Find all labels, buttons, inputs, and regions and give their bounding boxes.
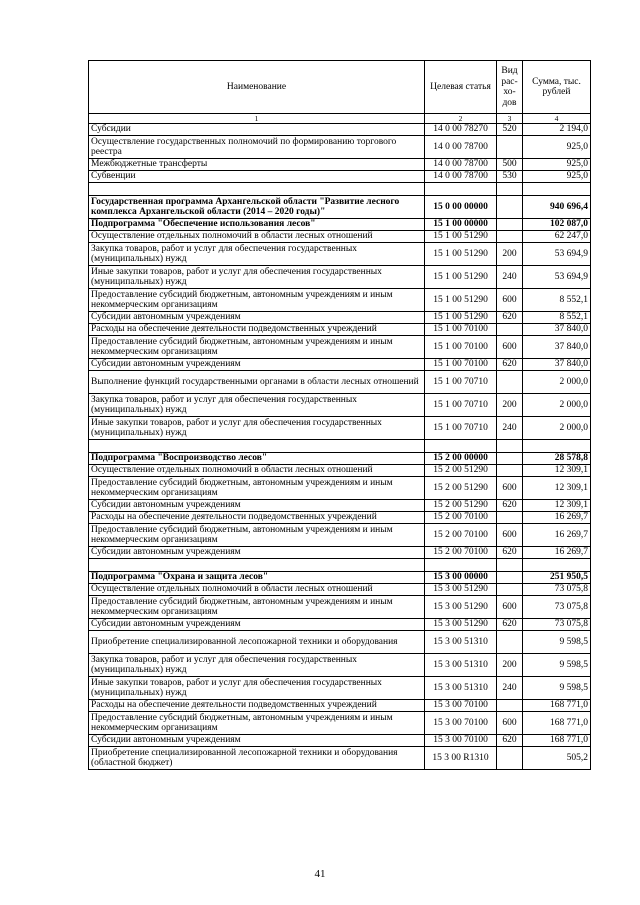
row-name-cell: Подпрограмма "Охрана и защита лесов" (89, 572, 425, 584)
row-sum-cell: 73 075,8 (523, 596, 591, 619)
row-name-cell: Осуществление государственных полномочий по формированию торгового реестра (89, 136, 425, 159)
table-row (89, 584, 591, 596)
row-type-cell: 620 (497, 619, 523, 631)
row-name-cell: Осуществление отдельных полномочий в области лесных отношений (89, 465, 425, 477)
row-name-cell: Предоставление субсидий бюджетным, автономным учреждениям и иным некоммерческим организациям (89, 336, 425, 359)
row-code-cell: 15 2 00 51290 (425, 500, 497, 512)
table-row (89, 453, 591, 465)
row-sum-cell: 16 269,7 (523, 512, 591, 524)
table-row (89, 747, 591, 770)
row-name-cell: Предоставление субсидий бюджетным, автономным учреждениям и иным некоммерческим организациям (89, 524, 425, 547)
empty-cell (425, 559, 497, 572)
row-type-cell (497, 700, 523, 712)
row-sum-cell: 925,0 (523, 171, 591, 183)
row-name-cell: Субсидии (89, 124, 425, 136)
row-sum-cell: 505,2 (523, 747, 591, 770)
row-code-cell: 15 3 00 51290 (425, 596, 497, 619)
row-code-cell: 15 1 00 70710 (425, 417, 497, 440)
row-code-cell: 15 1 00 70100 (425, 359, 497, 371)
row-name-cell: Иные закупки товаров, работ и услуг для обеспечения государственных (муниципальных) нужд (89, 677, 425, 700)
row-code-cell: 15 3 00 51310 (425, 654, 497, 677)
row-code-cell: 15 1 00 51290 (425, 231, 497, 243)
table-row (89, 312, 591, 324)
row-name-cell: Субсидии автономным учреждениям (89, 735, 425, 747)
table-row (89, 336, 591, 359)
row-type-cell: 240 (497, 266, 523, 289)
table-row (89, 619, 591, 631)
row-code-cell: 15 3 00 70100 (425, 735, 497, 747)
row-code-cell: 15 3 00 51290 (425, 619, 497, 631)
row-type-cell: 600 (497, 336, 523, 359)
row-code-cell: 14 0 00 78270 (425, 124, 497, 136)
row-sum-cell: 37 840,0 (523, 359, 591, 371)
table-row (89, 547, 591, 559)
row-type-cell: 620 (497, 500, 523, 512)
row-type-cell: 620 (497, 735, 523, 747)
row-name-cell: Субсидии автономным учреждениям (89, 359, 425, 371)
row-type-cell: 520 (497, 124, 523, 136)
row-type-cell (497, 136, 523, 159)
row-code-cell: 15 1 00 51290 (425, 266, 497, 289)
spacer-row (89, 559, 591, 572)
row-sum-cell: 2 000,0 (523, 394, 591, 417)
row-sum-cell: 8 552,1 (523, 289, 591, 312)
row-sum-cell: 53 694,9 (523, 243, 591, 266)
header-name: Наименование (89, 61, 425, 114)
table-row (89, 654, 591, 677)
row-type-cell: 500 (497, 159, 523, 171)
table-row (89, 512, 591, 524)
row-sum-cell: 62 247,0 (523, 231, 591, 243)
row-sum-cell: 73 075,8 (523, 619, 591, 631)
row-sum-cell: 28 578,8 (523, 453, 591, 465)
table-row (89, 289, 591, 312)
row-name-cell: Предоставление субсидий бюджетным, автономным учреждениям и иным некоммерческим организациям (89, 477, 425, 500)
row-name-cell: Расходы на обеспечение деятельности подведомственных учреждений (89, 324, 425, 336)
row-type-cell: 530 (497, 171, 523, 183)
row-code-cell: 15 1 00 70100 (425, 324, 497, 336)
row-code-cell: 15 2 00 51290 (425, 477, 497, 500)
row-name-cell: Межбюджетные трансферты (89, 159, 425, 171)
table-row (89, 124, 591, 136)
table-row (89, 266, 591, 289)
row-sum-cell: 12 309,1 (523, 465, 591, 477)
row-name-cell: Приобретение специализированной лесопожарной техники и оборудования (областной бюджет) (89, 747, 425, 770)
row-type-cell (497, 371, 523, 394)
row-type-cell (497, 572, 523, 584)
row-type-cell: 600 (497, 712, 523, 735)
row-code-cell: 15 3 00 51290 (425, 584, 497, 596)
table-row (89, 219, 591, 231)
row-sum-cell: 9 598,5 (523, 677, 591, 700)
row-name-cell: Субсидии автономным учреждениям (89, 619, 425, 631)
row-code-cell: 15 3 00 00000 (425, 572, 497, 584)
table-row (89, 712, 591, 735)
row-type-cell: 600 (497, 289, 523, 312)
row-code-cell: 15 1 00 51290 (425, 312, 497, 324)
row-code-cell: 15 2 00 51290 (425, 465, 497, 477)
row-sum-cell: 53 694,9 (523, 266, 591, 289)
row-sum-cell: 16 269,7 (523, 547, 591, 559)
row-code-cell: 15 1 00 70710 (425, 394, 497, 417)
row-code-cell: 15 1 00 51290 (425, 243, 497, 266)
table-row (89, 524, 591, 547)
row-type-cell (497, 219, 523, 231)
row-code-cell: 15 0 00 00000 (425, 196, 497, 219)
row-name-cell: Субсидии автономным учреждениям (89, 312, 425, 324)
column-number: 3 (497, 114, 523, 124)
row-type-cell: 620 (497, 359, 523, 371)
row-type-cell: 600 (497, 596, 523, 619)
row-sum-cell: 168 771,0 (523, 735, 591, 747)
row-sum-cell: 37 840,0 (523, 336, 591, 359)
row-sum-cell: 925,0 (523, 159, 591, 171)
table-row (89, 500, 591, 512)
row-code-cell: 15 1 00 70710 (425, 371, 497, 394)
table-row (89, 572, 591, 584)
row-code-cell: 15 2 00 70100 (425, 547, 497, 559)
table-row (89, 677, 591, 700)
row-code-cell: 15 2 00 70100 (425, 512, 497, 524)
row-code-cell: 14 0 00 78700 (425, 171, 497, 183)
row-name-cell: Предоставление субсидий бюджетным, автономным учреждениям и иным некоммерческим организациям (89, 289, 425, 312)
table-row (89, 465, 591, 477)
row-name-cell: Закупка товаров, работ и услуг для обеспечения государственных (муниципальных) нужд (89, 654, 425, 677)
row-type-cell (497, 465, 523, 477)
row-sum-cell: 940 696,4 (523, 196, 591, 219)
row-code-cell: 15 3 00 R1310 (425, 747, 497, 770)
row-name-cell: Подпрограмма "Воспроизводство лесов" (89, 453, 425, 465)
header-code: Целевая статья (425, 61, 497, 114)
row-code-cell: 15 3 00 51310 (425, 631, 497, 654)
row-sum-cell: 16 269,7 (523, 524, 591, 547)
row-name-cell: Иные закупки товаров, работ и услуг для обеспечения государственных (муниципальных) нужд (89, 417, 425, 440)
row-type-cell: 620 (497, 312, 523, 324)
row-name-cell: Осуществление отдельных полномочий в области лесных отношений (89, 231, 425, 243)
column-number: 2 (425, 114, 497, 124)
row-code-cell: 15 2 00 00000 (425, 453, 497, 465)
row-sum-cell: 9 598,5 (523, 631, 591, 654)
row-name-cell: Государственная программа Архангельской области "Развитие лесного комплекса Архангельской области (2014 – 2020 годы)" (89, 196, 425, 219)
row-sum-cell: 251 950,5 (523, 572, 591, 584)
empty-cell (89, 183, 425, 196)
table-row (89, 394, 591, 417)
row-code-cell: 15 1 00 00000 (425, 219, 497, 231)
table-row (89, 231, 591, 243)
empty-cell (497, 440, 523, 453)
row-type-cell: 620 (497, 547, 523, 559)
row-sum-cell: 37 840,0 (523, 324, 591, 336)
column-number: 4 (523, 114, 591, 124)
empty-cell (523, 183, 591, 196)
table-row (89, 735, 591, 747)
row-sum-cell: 2 194,0 (523, 124, 591, 136)
row-type-cell: 240 (497, 677, 523, 700)
row-name-cell: Субвенции (89, 171, 425, 183)
row-sum-cell: 925,0 (523, 136, 591, 159)
row-type-cell (497, 324, 523, 336)
table-row (89, 196, 591, 219)
row-type-cell (497, 512, 523, 524)
spacer-row (89, 183, 591, 196)
column-number-row (89, 114, 591, 124)
row-sum-cell: 2 000,0 (523, 371, 591, 394)
row-type-cell (497, 584, 523, 596)
table-row (89, 359, 591, 371)
row-sum-cell: 8 552,1 (523, 312, 591, 324)
table-row (89, 371, 591, 394)
row-sum-cell: 2 000,0 (523, 417, 591, 440)
row-code-cell: 15 1 00 51290 (425, 289, 497, 312)
row-sum-cell: 73 075,8 (523, 584, 591, 596)
table-row (89, 417, 591, 440)
table-row (89, 700, 591, 712)
row-code-cell: 15 3 00 70100 (425, 700, 497, 712)
empty-cell (89, 559, 425, 572)
row-name-cell: Осуществление отдельных полномочий в области лесных отношений (89, 584, 425, 596)
empty-cell (523, 440, 591, 453)
table-row (89, 243, 591, 266)
row-code-cell: 15 3 00 70100 (425, 712, 497, 735)
page-number: 41 (314, 868, 326, 880)
row-type-cell: 200 (497, 654, 523, 677)
row-type-cell: 240 (497, 417, 523, 440)
row-type-cell (497, 231, 523, 243)
row-code-cell: 15 1 00 70100 (425, 336, 497, 359)
table-row (89, 159, 591, 171)
row-name-cell: Закупка товаров, работ и услуг для обеспечения государственных (муниципальных) нужд (89, 394, 425, 417)
row-name-cell: Выполнение функций государственными органами в области лесных отношений (89, 371, 425, 394)
row-name-cell: Расходы на обеспечение деятельности подведомственных учреждений (89, 700, 425, 712)
row-name-cell: Подпрограмма "Обеспечение использования лесов" (89, 219, 425, 231)
row-type-cell (497, 631, 523, 654)
row-sum-cell: 168 771,0 (523, 712, 591, 735)
row-type-cell: 600 (497, 524, 523, 547)
header-sum: Сумма, тыс. рублей (523, 61, 591, 114)
header-type: Вид рас-хо-дов (497, 61, 523, 114)
row-code-cell: 14 0 00 78700 (425, 136, 497, 159)
empty-cell (89, 440, 425, 453)
row-type-cell (497, 747, 523, 770)
row-sum-cell: 12 309,1 (523, 500, 591, 512)
empty-cell (523, 559, 591, 572)
table-row (89, 631, 591, 654)
row-code-cell: 14 0 00 78700 (425, 159, 497, 171)
table-row (89, 477, 591, 500)
empty-cell (425, 183, 497, 196)
row-sum-cell: 12 309,1 (523, 477, 591, 500)
row-type-cell (497, 453, 523, 465)
table-row (89, 136, 591, 159)
table-body (89, 124, 591, 770)
row-name-cell: Закупка товаров, работ и услуг для обеспечения государственных (муниципальных) нужд (89, 243, 425, 266)
empty-cell (425, 440, 497, 453)
row-type-cell: 200 (497, 243, 523, 266)
row-code-cell: 15 2 00 70100 (425, 524, 497, 547)
spacer-row (89, 440, 591, 453)
row-name-cell: Субсидии автономным учреждениям (89, 547, 425, 559)
empty-cell (497, 559, 523, 572)
row-sum-cell: 168 771,0 (523, 700, 591, 712)
header-row (89, 61, 591, 114)
row-name-cell: Приобретение специализированной лесопожарной техники и оборудования (89, 631, 425, 654)
row-type-cell: 600 (497, 477, 523, 500)
row-sum-cell: 102 087,0 (523, 219, 591, 231)
row-type-cell: 200 (497, 394, 523, 417)
table-row (89, 324, 591, 336)
row-name-cell: Предоставление субсидий бюджетным, автономным учреждениям и иным некоммерческим организациям (89, 712, 425, 735)
column-number: 1 (89, 114, 425, 124)
budget-table (88, 60, 591, 770)
table-row (89, 596, 591, 619)
row-sum-cell: 9 598,5 (523, 654, 591, 677)
row-name-cell: Иные закупки товаров, работ и услуг для обеспечения государственных (муниципальных) нужд (89, 266, 425, 289)
row-name-cell: Предоставление субсидий бюджетным, автономным учреждениям и иным некоммерческим организациям (89, 596, 425, 619)
row-code-cell: 15 3 00 51310 (425, 677, 497, 700)
row-type-cell (497, 196, 523, 219)
row-name-cell: Субсидии автономным учреждениям (89, 500, 425, 512)
empty-cell (497, 183, 523, 196)
table-row (89, 171, 591, 183)
row-name-cell: Расходы на обеспечение деятельности подведомственных учреждений (89, 512, 425, 524)
